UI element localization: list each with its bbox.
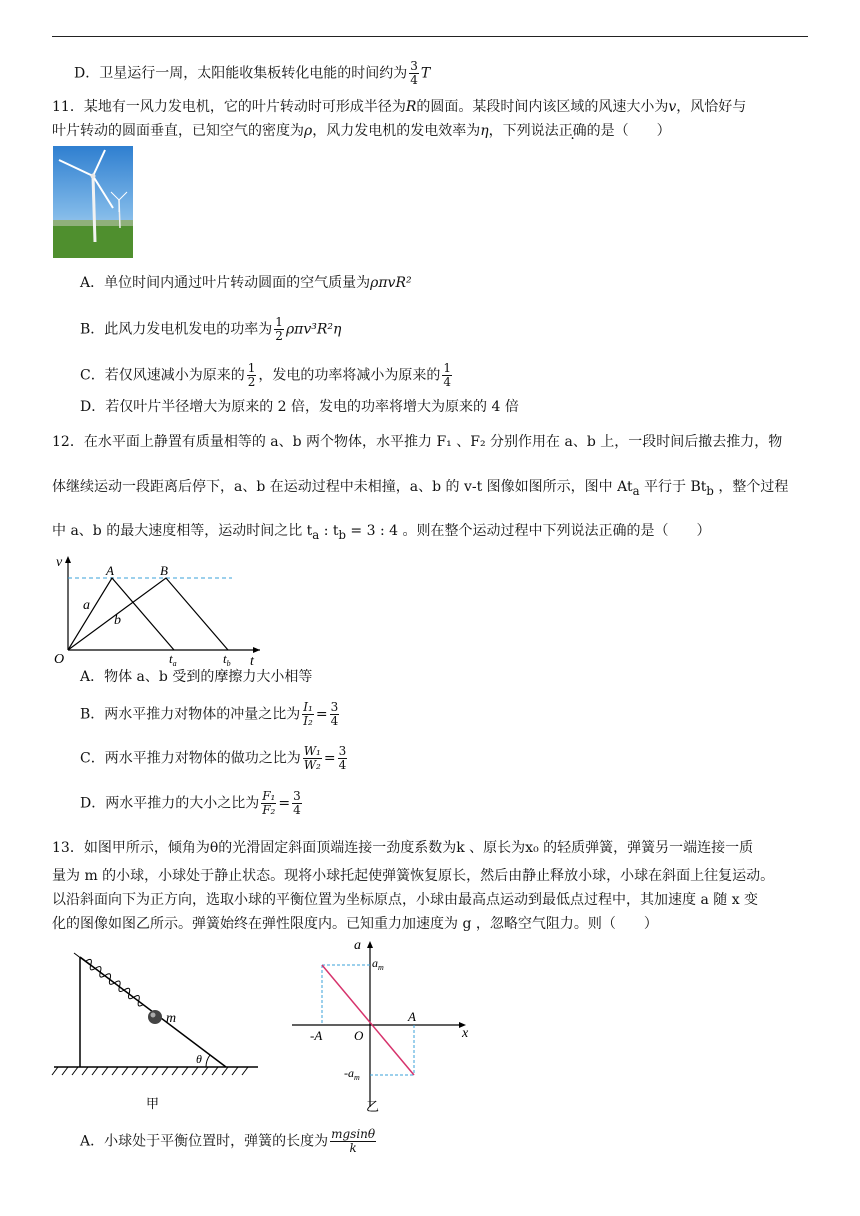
- point-B-label: B: [160, 563, 168, 578]
- theta-label: θ: [196, 1052, 202, 1066]
- t-label: t: [250, 654, 254, 669]
- q11-option-c: C．若仅风速减小为原来的 $\frac{1}{2}$ ，发电的功率将减小为原来的 $\frac{1}{4}$: [80, 361, 451, 389]
- spring-mount: [74, 953, 90, 965]
- figure-yi-a-x-graph: [288, 935, 473, 1117]
- q12-option-b: B．两水平推力对物体的冲量之比为 $\frac{\text{I₁}}{\text{I₂}}$ = $\frac{3}{4}$: [80, 700, 339, 728]
- neg-am-label: $-a_m$: [344, 1066, 360, 1082]
- line-a-label: a: [83, 598, 90, 613]
- line-b-label: b: [114, 613, 121, 628]
- line-a: [68, 578, 174, 650]
- q12-stem-line3: 中 a、b 的最大速度相等，运动时间之比 $t_a$ : $t_b = 3$ : 4 。则在整个运动过程中下列说法正确的是（ ）: [52, 523, 711, 542]
- mass-label: m: [166, 1011, 177, 1026]
- q13-stem-line2: 量为 m 的小球，小球处于静止状态。现将小球托起使弹簧恢复原长，然后由静止释放小球，小球在斜面上往复运动。: [52, 868, 775, 884]
- q13-stem-line3: 以沿斜面向下为正方向，选取小球的平衡位置为坐标原点，小球由最高点运动到最低点过程中，其加速度 a 随 x 变: [52, 892, 759, 908]
- q13-stem-line1: 13．如图甲所示，倾角为θ的光滑固定斜面顶端连接一劲度系数为k 、原长为x₀ 的轻质弹簧，弹簧另一端连接一质: [52, 840, 754, 856]
- q13-option-a: A．小球处于平衡位置时，弹簧的长度为 $\frac{mgsin\theta}{k}$: [80, 1127, 376, 1155]
- q12-stem-line2: 体继续运动一段距离后停下，a、b 在运动过程中未相撞，a、b 的 v-t 图像如图所示，图中 $At_a$ 平行于 $Bt_b$ ，整个过程: [52, 479, 789, 498]
- q12-option-d: D．两水平推力的大小之比为 $\frac{\text{F₁}}{\text{F₂}}$ = $\frac{3}{4}$: [80, 789, 301, 817]
- ta-label: $t_a$: [169, 651, 177, 668]
- q11-stem-line2: 叶片转动的圆面垂直，已知空气的密度为ρ，风力发电机的发电效率为η，下列说法正确的是（ ）: [52, 123, 671, 139]
- negA-label: -A: [310, 1028, 323, 1043]
- a-axis-label: a: [354, 938, 361, 953]
- figure-yi-caption: 乙: [366, 1099, 380, 1114]
- q11-option-a: A．单位时间内通过叶片转动圆面的空气质量为ρπvR²: [80, 275, 412, 291]
- ball: [148, 1010, 162, 1024]
- tb-label: $t_b$: [223, 651, 231, 668]
- am-label: $a_m$: [372, 956, 384, 972]
- q10-option-d: D．卫星运行一周，太阳能收集板转化电能的时间约为 $\frac{3}{4}$ T: [74, 59, 431, 87]
- q12-stem-line1: 12．在水平面上静置有质量相等的 a、b 两个物体，水平推力 F₁ 、F₂ 分别作用在 a、b 上，一段时间后撤去推力，物: [52, 434, 783, 450]
- A-label: A: [408, 1009, 416, 1024]
- q13-stem-line4: 化的图像如图乙所示。弹簧始终在弹性限度内。已知重力加速度为 g ，忽略空气阻力。则（ ）: [52, 916, 658, 932]
- header-rule: [52, 36, 808, 37]
- figure-jia-caption: 甲: [146, 1096, 160, 1111]
- q12-option-c: C．两水平推力对物体的做功之比为 $\frac{\text{W₁}}{\text{W₂}}$ = $\frac{3}{4}$: [80, 744, 347, 772]
- origin-label: O: [54, 652, 65, 667]
- q11-stem-line1: 11．某地有一风力发电机，它的叶片转动时可形成半径为R的圆面。某段时间内该区域的风速大小为v，风恰好与: [52, 99, 747, 115]
- q12-option-a: A．物体 a、b 受到的摩擦力大小相等: [80, 669, 313, 685]
- v-label: v: [56, 555, 63, 570]
- q11-option-d: D．若仅叶片半径增大为原来的 2 倍，发电的功率将增大为原来的 4 倍: [80, 399, 519, 415]
- figure-jia-incline: [50, 945, 265, 1115]
- a-x-line: [322, 965, 414, 1075]
- wind-turbine-photo: [53, 146, 133, 258]
- q11-option-b: B．此风力发电机发电的功率为 $\frac{1}{2}$ ρπv³R²η: [80, 315, 342, 343]
- origin-label: O: [354, 1028, 364, 1043]
- point-A-label: A: [106, 563, 114, 578]
- q12-vt-graph: [50, 550, 270, 670]
- x-axis-label: x: [462, 1026, 469, 1041]
- line-b: [68, 578, 228, 650]
